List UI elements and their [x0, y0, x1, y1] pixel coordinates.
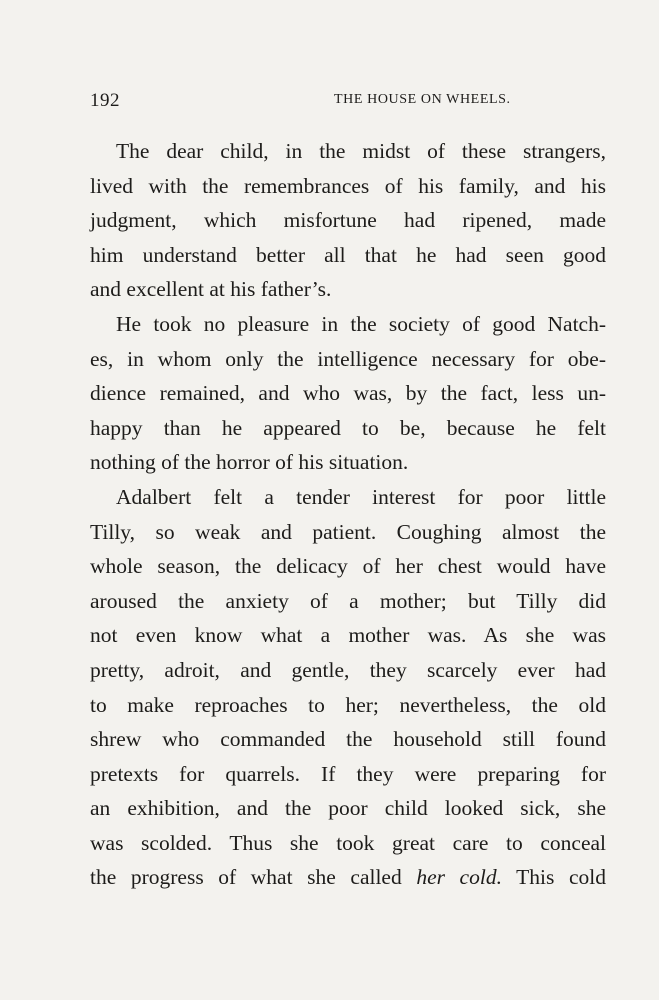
text-line: and excellent at his father’s.: [90, 277, 332, 302]
text-line: an exhibition, and the poor child looked sick, she: [90, 796, 606, 821]
text-line: happy than he appeared to be, because he felt: [90, 415, 606, 440]
text-line: aroused the anxiety of a mother; but Tilly did: [90, 588, 606, 613]
text-line: to make reproaches to her; nevertheless, the old: [90, 692, 606, 717]
text-line: Adalbert felt a tender interest for poor little: [116, 484, 606, 509]
text-line: Tilly, so weak and patient. Coughing almost the: [90, 519, 606, 544]
page-number: 192: [90, 90, 120, 111]
text-line: whole season, the delicacy of her chest would have: [90, 554, 606, 579]
text-line: lived with the remembrances of his family, and his: [90, 173, 606, 198]
text-line: pretty, adroit, and gentle, they scarcely ever had: [90, 657, 606, 682]
page-header: [90, 90, 606, 112]
text-fragment: the progress of what she called: [90, 865, 417, 890]
text-line: was scolded. Thus she took great care to conceal: [90, 830, 606, 855]
text-line: judgment, which misfortune had ripened, made: [90, 208, 606, 233]
text-line: The dear child, in the midst of these strangers,: [116, 139, 606, 163]
text-fragment: This cold: [501, 865, 606, 890]
text-line: He took no pleasure in the society of good Natch-: [116, 311, 606, 336]
text-line: dience remained, and who was, by the fact, less un-: [90, 381, 606, 406]
text-line: him understand better all that he had seen good: [90, 242, 606, 267]
text-line: shrew who commanded the household still found: [90, 727, 606, 752]
text-line: pretexts for quarrels. If they were preparing for: [90, 761, 606, 786]
text-line: es, in whom only the intelligence necessary for obe-: [90, 346, 606, 371]
running-head: THE HOUSE ON WHEELS.: [334, 92, 511, 107]
text-line: not even know what a mother was. As she was: [90, 623, 606, 648]
body-text: [90, 134, 606, 895]
text-line: nothing of the horror of his situation.: [90, 450, 409, 475]
italic-phrase: her cold.: [416, 865, 502, 890]
text-line: [90, 860, 606, 895]
